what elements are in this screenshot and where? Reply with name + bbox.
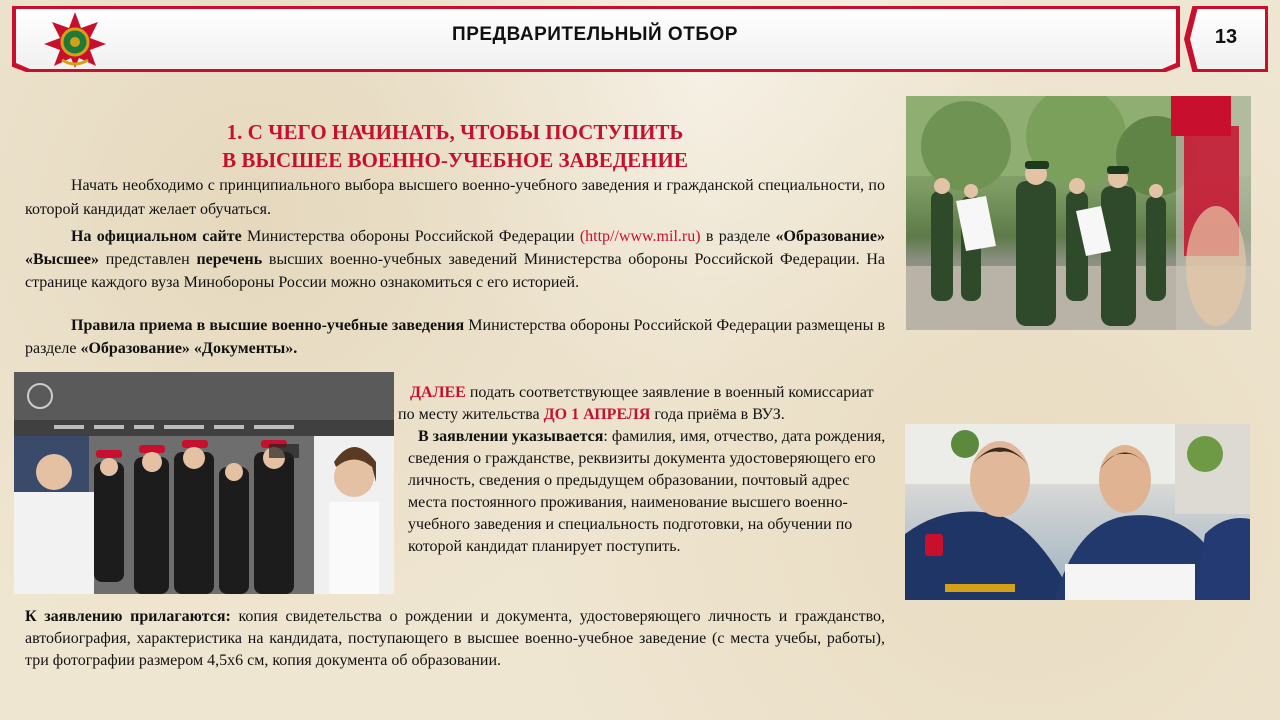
section-heading-line-2: В ВЫСШЕЕ ВОЕННО-УЧЕБНОЕ ЗАВЕДЕНИЕ [222,148,688,172]
rules-lead: Правила приема в высшие военно-учебные заведения [71,317,465,334]
intro-text: Начать необходимо с принципиального выбора высшего военно-учебного заведения и гражданской специальности, по которой кандидат желает обучаться. [25,177,885,218]
website-list-word: перечень [196,251,263,268]
application-contents-text [398,426,888,558]
attachments-lead: К заявлению прилагаются: [25,608,231,625]
application-text-1: подать соответствующее заявление в военный комиссариат по месту жительства [398,384,874,423]
website-section: «Образование» «Высшее» [25,228,885,268]
next-step-label: ДАЛЕЕ [410,384,466,401]
application-text-2: года приёма в ВУЗ. [650,406,785,423]
website-paragraph [25,225,885,294]
website-text-3: представлен [98,251,197,268]
deadline-label: ДО 1 АПРЕЛЯ [543,406,651,423]
application-submit-text [398,382,888,426]
application-contents-body: : фамилия, имя, отчество, дата рождения, сведения о гражданстве, реквизиты документа удостоверяющего его личность, сведения о предыдущем образовании, почтовый адрес места постоянного проживания, наименование высшего военно-учебного заведения и специальность подготовки, на обучении по которой кандидат планирует поступить. [408,428,886,555]
attachments-text: копия свидетельства о рождении и документа, удостоверяющего личность и гражданство, автобиография, характеристика на кандидата, поступающего в высшее военно-учебное заведение (с места учебы, работы), три фотографии размером 4,5х6 см, копия документа об образовании. [25,608,886,669]
application-contents-lead: В заявлении указывается [418,428,604,445]
section-heading [100,118,810,174]
rules-section: «Образование» «Документы». [80,340,298,357]
website-text-2: в разделе [700,228,776,245]
rules-paragraph [25,314,885,360]
website-lead: На официальном сайте [71,228,242,245]
application-block [398,382,888,558]
page-title: ПРЕДВАРИТЕЛЬНЫЙ ОТБОР [452,24,738,45]
ministry-website-screenshot [14,372,394,594]
page-number: 13 [1214,26,1238,48]
website-text-1: Министерства обороны Российской Федерации [241,228,580,245]
mil-ru-link[interactable]: (http//www.mil.ru) [579,228,701,245]
section-heading-line-1: 1. С ЧЕГО НАЧИНАТЬ, ЧТОБЫ ПОСТУПИТЬ [226,120,684,144]
parade-photo [906,96,1251,330]
attachments-paragraph [25,606,885,672]
cadets-studying-photo [905,424,1250,600]
website-text-4: высших военно-учебных заведений Министерства обороны Российской Федерации. На странице каждого вуза Минобороны России можно ознакомиться с его историей. [25,251,885,291]
rules-text: Министерства обороны Российской Федерации размещены в разделе [25,317,885,357]
intro-paragraph [25,174,885,222]
ministry-emblem-icon [40,10,110,70]
